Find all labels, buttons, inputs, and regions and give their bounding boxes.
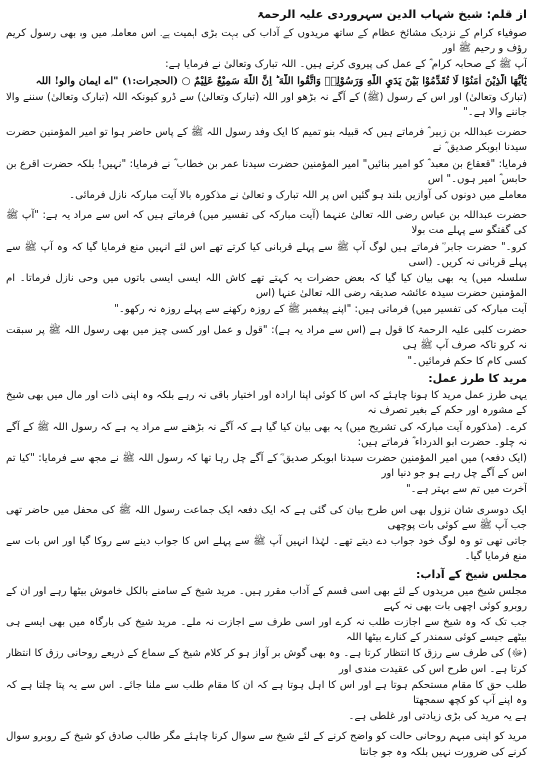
author-byline: از قلم: شیخ شہاب الدین سہروردی علیہ الرحمۃ [257,7,527,21]
text-line: آپ ﷺ کے صحابہ کرام ؓ کے عمل کی پیروی کرتے ہیں۔ اللہ تبارک وتعالیٰ نے فرمایا ہے: [165,59,527,71]
text-line: آیت مبارکہ کی تفسیر میں) فرماتی ہیں: "اپنے پیغمبر ﷺ کے روزہ رکھنے سے پہلے روزہ نہ رکھو۔" [114,304,527,316]
section-title-majlis-etiquette: مجلس شیخ کے آداب: [416,567,527,581]
text-line: یہی طرز عمل مرید کا ہونا چاہئے کہ اس کا کوئی اپنا ارادہ اور اختیار باقی نہ رہے بلکہ وہ اپنی ذات اور مال میں بھی شیخ کے مشورہ اور حکم کے بغیر تصرف نہ [6,390,527,417]
text-line: جاتی تھی تو وہ لوگ خود جواب دے دیتے تھے۔ لہٰذا انہیں آپ ﷺ سے پہلے اس کا جواب دینے سے روکا گیا اور اس بات سے منع فرمایا گیا۔ [6,536,527,563]
text-line: آخرت میں تم سے بہتر ہے۔" [405,484,527,496]
text-line: (ﷻ) کی طرف سے رزق کا انتظار کرتا ہے۔ وہ بھی گوش بر آواز ہو کر کلام شیخ کے سماع کے ذریعے روحانی رزق کا انتظار کرتا ہے۔ اس طرح اس کی عقیدت مندی اور [6,648,527,675]
text-line: مرید کو اپنی مبہم روحانی حالت کو واضح کرنے کے لئے شیخ سے سوال کرنا چاہئے مگر طالب صادق کو شیخ کے روبرو سوال کرنے کی ضرورت نہیں بلکہ وہ جو جانتا [6,731,527,758]
majlis-etiquette-paragraph [6,584,527,725]
tafsir-paragraph [6,208,527,317]
text-line: طلب حق کا مقام مستحکم ہوتا ہے اور اس کا اہل ہوتا ہے کہ ان کا مقام طلب سے ملنا جائے۔ اس سے یہ پتا چلتا ہے کہ وہ اپنے آپ کو کچھ سمجھتا [6,679,527,706]
text-line: (ایک دفعہ) میں امیر المؤمنین حضرت سیدنا ابوبکر صدیق ؓ کے آگے چل رہا تھا کہ رسول اللہ ﷺ نے مجھ سے فرمایا: "کیا تم اس کے آگے چل رہے ہو جو دنیا اور [6,453,527,480]
text-line: حضرت کلبی علیہ الرحمۃ کا قول ہے (اس سے مراد یہ ہے): "قول و عمل اور کسی چیز میں بھی رسول اللہ ﷺ پر سبقت نہ کرو تاکہ صرف آپ ﷺ ہی [6,324,527,351]
text-line: کرو۔" حضرت جابر ؓ فرماتے ہیں لوگ آپ ﷺ سے پہلے قربانی کیا کرتے تھے اس لئے انہیں منع فرمایا گیا کہ وہ آپ ﷺ سے پہلے قربانی نہ کریں۔ (اسی [6,241,527,268]
text-line: صوفیاء کرام کے نزدیک مشائخ عظام کے ساتھ مریدوں کے آداب کی بہت بڑی اہمیت ہے۔ اس معاملہ میں وہ بھی رسول کریم رؤف و رحیم ﷺ اور [6,28,527,55]
text-line: کرے۔ (مذکورہ آیت مبارکہ کی تشریح میں) یہ بھی بیان کیا گیا ہے کہ آگے نہ بڑھنے سے مراد یہ ہے کہ رسول اللہ ﷺ کے آگے نہ چلو۔ حضرت ابو الدرداء ؓ فرماتے ہیں: [6,421,527,448]
kalbi-paragraph [6,323,527,370]
hadith-paragraph [6,125,527,203]
section-title-murid-conduct: مرید کا طرز عمل: [428,372,527,386]
text-line: (تبارک وتعالیٰ) اور اس کے رسول (ﷺ) کے آگے نہ بڑھو اور اللہ (تبارک وتعالیٰ) سے ڈرو کیونکہ اللہ (تبارک وتعالیٰ) سننے والا جاننے والا ہے۔" [6,91,527,119]
intro-paragraph [6,26,527,120]
revelation-paragraph [6,503,527,565]
closing-paragraph [6,729,527,759]
murid-conduct-paragraph [6,388,527,497]
text-line: ہے یہ مرید کی بڑی زیادتی اور غلطی ہے۔ [348,711,527,723]
text-line: معاملے میں دونوں کی آوازیں بلند ہو گئیں اس پر اللہ تبارک و تعالیٰ نے مذکورہ بالا آیت مبارکہ نازل فرمائی۔ [69,190,527,202]
text-line: سلسلہ میں) یہ بھی بیان کیا گیا کہ بعض حضرات یہ کہتے تھے کاش اللہ ایسی ایسی باتوں میں وحی نازل فرماتا۔ ام المؤمنین حضرت سیدہ عائشہ صدیقہ رضی اللہ تعالیٰ عنہا (اس [6,273,527,300]
text-line: فرمایا: "قعقاع بن معبد ؓ کو امیر بنائیں" امیر المؤمنین حضرت سیدنا عمر بن خطاب ؓ نے فرمایا: "نہیں! بلکہ حضرت اقرع بن حابس ؓ امیر ہوں۔" اس [6,158,527,185]
quran-verse: يٰٓاَيُّهَا الَّذِيْنَ اٰمَنُوْا لَا تُقَدِّمُوْا بَيْنَ يَدَيِ اللّٰهِ وَرَسُوْلِهٖ وَاتَّقُوا اللّٰهَ ؕ اِنَّ اللّٰهَ سَمِيْعٌ عَلِيْمٌ ○ (الحجرات:۱) "اے ایمان والو! اللہ [35,74,527,87]
text-line: مجلس شیخ میں مریدوں کے لئے بھی اسی قسم کے آداب مقرر ہیں۔ مرید شیخ کے سامنے بالکل خاموش بیٹھا رہے اور ان کے روبرو کوئی اچھی بات بھی نہ کہے [6,585,527,612]
text-line: ایک دوسری شان نزول بھی اس طرح بیان کی گئی ہے کہ ایک دفعہ ایک جماعت رسول اللہ ﷺ کی محفل میں حاضر تھی جب آپ ﷺ سے کوئی بات پوچھی [6,504,527,531]
text-line: جب تک کہ وہ شیخ سے اجازت طلب نہ کرے اور اسی طرف سے اجازت نہ ملے۔ مرید شیخ کی بارگاہ میں بھی ایسے ہی بیٹھے جیسے کوئی سمندر کے کنارے بیٹھا اللہ [6,616,527,644]
text-line: حضرت عبداللہ بن عباس رضی اللہ تعالیٰ عنہما (آیت مبارکہ کی تفسیر میں) فرماتے ہیں کہ اس سے مراد یہ ہے: "آپ ﷺ کی گفتگو سے پہلے مت بولا [6,210,527,237]
text-line: حضرت عبداللہ بن زبیر ؓ فرماتے ہیں کہ قبیلہ بنو تمیم کا ایک وفد رسول اللہ ﷺ کے پاس حاضر ہوا تو امیر المؤمنین حضرت سیدنا ابوبکر صدیق ؓ نے [6,127,527,154]
text-line: کسی کام کا حکم فرمائیں۔" [407,356,527,368]
